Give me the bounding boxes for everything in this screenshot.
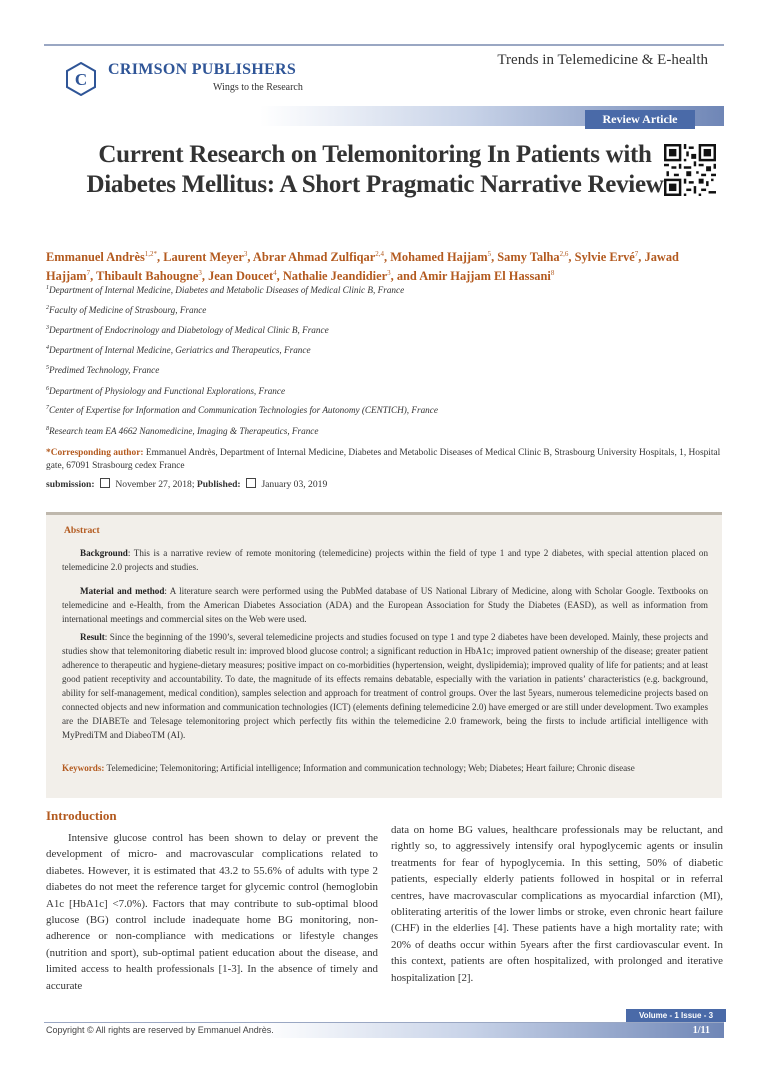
logo-letter: C [74,70,88,89]
corresponding-author [46,447,726,473]
author-list: Emmanuel Andrès$^{1,2*}$, Laurent Meyer$^3$, Abrar Ahmad Zulfiqar$^{2,4}$, Mohamed Hajjam$^5$, Samy Talha$^{2,6}$, Sylvie Ervé$^7$, Jawad Hajjam$^7$, Thibault Bahougne$^3$, Jean Doucet$^4$, Nathalie Jeandidier$^3$, and Amir Hajjam El Hassani$^8$ [46,250,679,284]
abstract-label: Result [80,632,105,642]
calendar-icon [100,478,110,488]
qr-code-icon [664,144,716,196]
footer-gradient-band [260,1022,724,1038]
affiliation-item [46,305,726,315]
author-name: Amir Hajjam El Hassani [419,269,551,284]
abstract-label: Material and method [80,586,165,596]
author-name: Jean Doucet [208,269,274,284]
article-title: Current Research on Telemonitoring In Patients with Diabetes Mellitus: A Short Pragmatic Narrative Review [86,141,664,198]
affiliation-text: Center of Expertise for Information and Communication Technologies for Autonomy (CENTICH), France [49,405,438,416]
keywords-label: Keywords: [62,763,105,773]
abstract-background [62,546,708,574]
author-affiliation-mark: 7 [634,250,639,258]
author-affiliation-mark: 7 [86,269,91,278]
author-name: Laurent Meyer [163,250,244,265]
header-rule [44,44,724,46]
affiliation-item [46,426,726,436]
published-date: January 03, 2019 [261,479,328,490]
article-dates [46,478,726,490]
author-name: Emmanuel Andrès [46,250,145,265]
affiliation-text: Research team EA 4662 Nanomedicine, Imaging & Therapeutics, France [49,426,319,437]
keywords [62,761,708,775]
author-name: Thibault Bahougne [96,269,199,284]
author-affiliation-mark: 3 [243,250,248,258]
affiliation-item [46,285,726,295]
abstract-label: Background [80,548,128,558]
keywords-text: Telemedicine; Telemonitoring; Artificial intelligence; Information and communication technology; Web; Diabetes; Heart failure; Chronic disease [106,763,635,773]
author-name: Abrar Ahmad Zulfiqar [252,250,376,265]
volume-issue-badge: Volume - 1 Issue - 3 [626,1009,726,1022]
publisher-name: CRIMSON PUBLISHERS [108,61,297,78]
calendar-icon [246,478,256,488]
affiliation-text: Department of Endocrinology and Diabetology of Medical Clinic B, France [49,325,329,336]
affiliation-item [46,405,726,415]
affiliation-number: 7 [46,405,49,411]
submission-label: submission: [46,479,95,490]
page-number: 1/11 [692,1025,710,1036]
author-affiliation-mark: 5 [487,250,492,258]
affiliation-number: 4 [46,345,49,351]
article-type-badge: Review Article [585,110,695,129]
footer-rule [44,1022,724,1023]
abstract-text: : This is a narrative review of remote monitoring (telemedicine) projects within the field of type 1 and type 2 diabetes, with special attention placed on telemedicine 2.0 projects and studies. [62,548,708,572]
affiliation-number: 3 [46,325,49,331]
crimson-logo-icon [64,62,98,96]
affiliation-number: 6 [46,386,49,392]
intro-column-right: data on home BG values, healthcare professionals may be reluctant, and rightly so, to aggressively intensify oral hypoglycemic agents or insulin treatments for fear of hypoglycemia. In this setting, 50% of diabetic patients, especially elderly patients followed in hospital or in referral centres, have macrovascular complications as myocardial infarction (MI), obliterating arteritis of the lower limbs or stroke, even chronic heart failure (CHF) in the elderlies [4]. These patients have a high mortality rate; with 20% of deaths occur within 5years after the first cardiovascular event. In this context, patients are often hospitalized, with prolonged and iterative hospitalization [2]. [391,824,723,984]
affiliation-item [46,365,726,375]
submission-date: November 27, 2018; [115,479,195,490]
authors-and: and [396,269,417,284]
published-label: Published: [196,479,241,490]
author-affiliation-mark: 1,2* [144,250,158,258]
affiliation-item [46,345,726,355]
intro-column-left: Intensive glucose control has been shown to delay or prevent the development of micro- and macrovascular complications related to diabetes. However, it is estimated that 43.2 to 55.6% of adults with type 2 diabetes do not meet the reference target for glycemic control (hemoglobin A1c [HbA1c] <7.0%). Factors that may contribute to sub-optimal blood glucose (BG) control include inadequate home BG monitoring, non-adherence or non-compliance with medications or lifestyle changes (nutrition and sport), sub-optimal patient education about the disease, and limited access to health professionals [1-3]. In the absence of timely and accurate [46,832,378,992]
publisher-tagline: Wings to the Research [213,82,303,93]
affiliation-number: 5 [46,365,49,371]
author-name: Mohamed Hajjam [390,250,488,265]
section-heading-introduction: Introduction [46,808,117,823]
author-affiliation-mark: 3 [387,269,391,278]
author-name: Sylvie Ervé [574,250,635,265]
author-affiliation-mark: 8 [550,269,555,278]
abstract-result [62,630,708,742]
affiliation-item [46,325,726,335]
affiliation-text: Faculty of Medicine of Strasbourg, France [49,305,207,316]
journal-name: Trends in Telemedicine & E-health [497,52,708,68]
author-affiliation-mark: 2,4 [375,250,384,258]
affiliation-text: Department of Internal Medicine, Diabetes and Metabolic Diseases of Medical Clinic B, France [49,285,405,296]
author-name: Samy Talha [497,250,560,265]
copyright-notice: Copyright © All rights are reserved by Emmanuel Andrès. [46,1025,274,1035]
abstract-text: : Since the beginning of the 1990’s, several telemedicine projects and studies focused on type 1 and type 2 diabetes have been developed. Mainly, these projects and studies show that telemonitoring diabetic result in: improved blood glucose control; a significant reduction in HbA1c; improved patient ownership of the disease; greater patient adherence to therapeutic and hygiene-dietary measures; positive impact on co-morbidities (hypertension, weight, dyslipidemia); improved quality of life for patients; and at least good patient receptivity and accountability. To date, the magnitude of its effects remains debatable, especially with the variation in patients’ characteristics (e.g. background, ability for self-management, medical condition), samples selection and approach for treatment of control groups. Over the last 5years, numerous telemedicine projects based on connected objects and new information and communication technologies (ICT) (elements defining telemedicine 2.0) have emerged or are still under development. Two examples are the DIABETe and Telesage telemonitoring project which perfectly fits within the telemedicine 2.0 framework, being the firsts to include artificial intelligence with MyPrediTM and DiabeoTM (AI). [62,632,708,740]
affiliation-number: 1 [46,285,49,291]
abstract-text: : A literature search were performed using the PubMed database of US National Library of Medicine, along with Scholar Google. Textbooks on telemedicine and e-Health, from the American Diabetes Association (ADA) and the European Association for Study the Diabetes (EASD), as well as information from international meetings and commercial sites on the Web were used. [62,586,709,624]
abstract-heading: Abstract [64,525,100,536]
author-affiliation-mark: 2,6 [559,250,569,258]
affiliation-text: Department of Internal Medicine, Geriatrics and Therapeutics, France [49,345,311,356]
affiliation-text: Department of Physiology and Functional Explorations, France [49,386,286,397]
author-affiliation-mark: 3 [198,269,202,278]
corresponding-label: *Corresponding author: [46,448,144,458]
author-name: Jawad Hajjam [46,250,679,284]
affiliation-item [46,386,726,396]
affiliation-number: 8 [46,426,49,432]
author-name: Nathalie Jeandidier [282,269,388,284]
corresponding-text: Emmanuel Andrès, Department of Internal Medicine, Diabetes and Metabolic Diseases of Medical Clinic B, Strasbourg University Hospitals, 1, Hospital gate, 67091 Strasbourg cedex France [46,448,721,471]
affiliation-number: 2 [46,305,49,311]
abstract-method [62,584,708,626]
affiliation-text: Predimed Technology, France [49,365,160,376]
author-affiliation-mark: 4 [273,269,277,278]
